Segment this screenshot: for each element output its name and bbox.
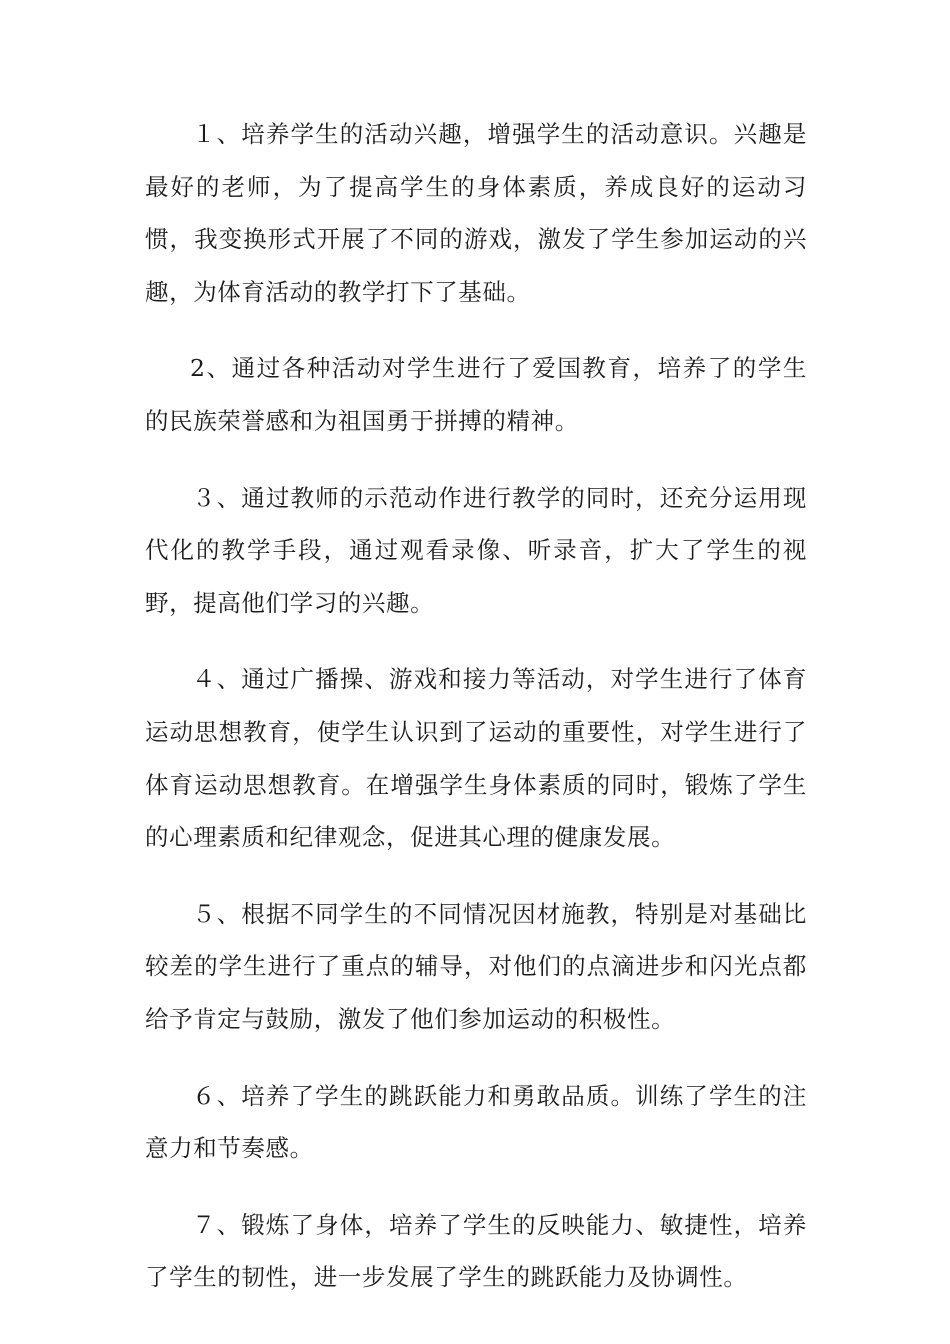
paragraph-4: ４、通过广播操、游戏和接力等活动，对学生进行了体育运动思想教育，使学生认识到了运动的重要性，对学生进行了体育运动思想教育。在增强学生身体素质的同时，锻炼了学生的心理素质和纪律观念，促进其心理的健康发展。 <box>145 665 807 852</box>
document-body <box>145 108 807 1328</box>
paragraph-6: ６、培养了学生的跳跃能力和勇敢品质。训练了学生的注意力和节奏感。 <box>145 1081 807 1163</box>
paragraph-5: ５、根据不同学生的不同情况因材施教，特别是对基础比较差的学生进行了重点的辅导，对他们的点滴进步和闪光点都给予肯定与鼓励，激发了他们参加运动的积极性。 <box>145 899 807 1033</box>
paragraph-7: ７、锻炼了身体，培养了学生的反映能力、敏捷性，培养了学生的韧性，进一步发展了学生的跳跃能力及协调性。 <box>145 1210 807 1292</box>
paragraph-2: 2、通过各种活动对学生进行了爱国教育，培养了的学生的民族荣誉感和为祖国勇于拼搏的精神。 <box>145 354 807 435</box>
paragraph-1: １、培养学生的活动兴趣，增强学生的活动意识。兴趣是最好的老师，为了提高学生的身体素质，养成良好的运动习惯，我变换形式开展了不同的游戏，激发了学生参加运动的兴趣，为体育活动的教学打下了基础。 <box>145 120 807 306</box>
paragraph-3: ３、通过教师的示范动作进行教学的同时，还充分运用现代化的教学手段，通过观看录像、听录音，扩大了学生的视野，提高他们学习的兴趣。 <box>145 483 807 617</box>
